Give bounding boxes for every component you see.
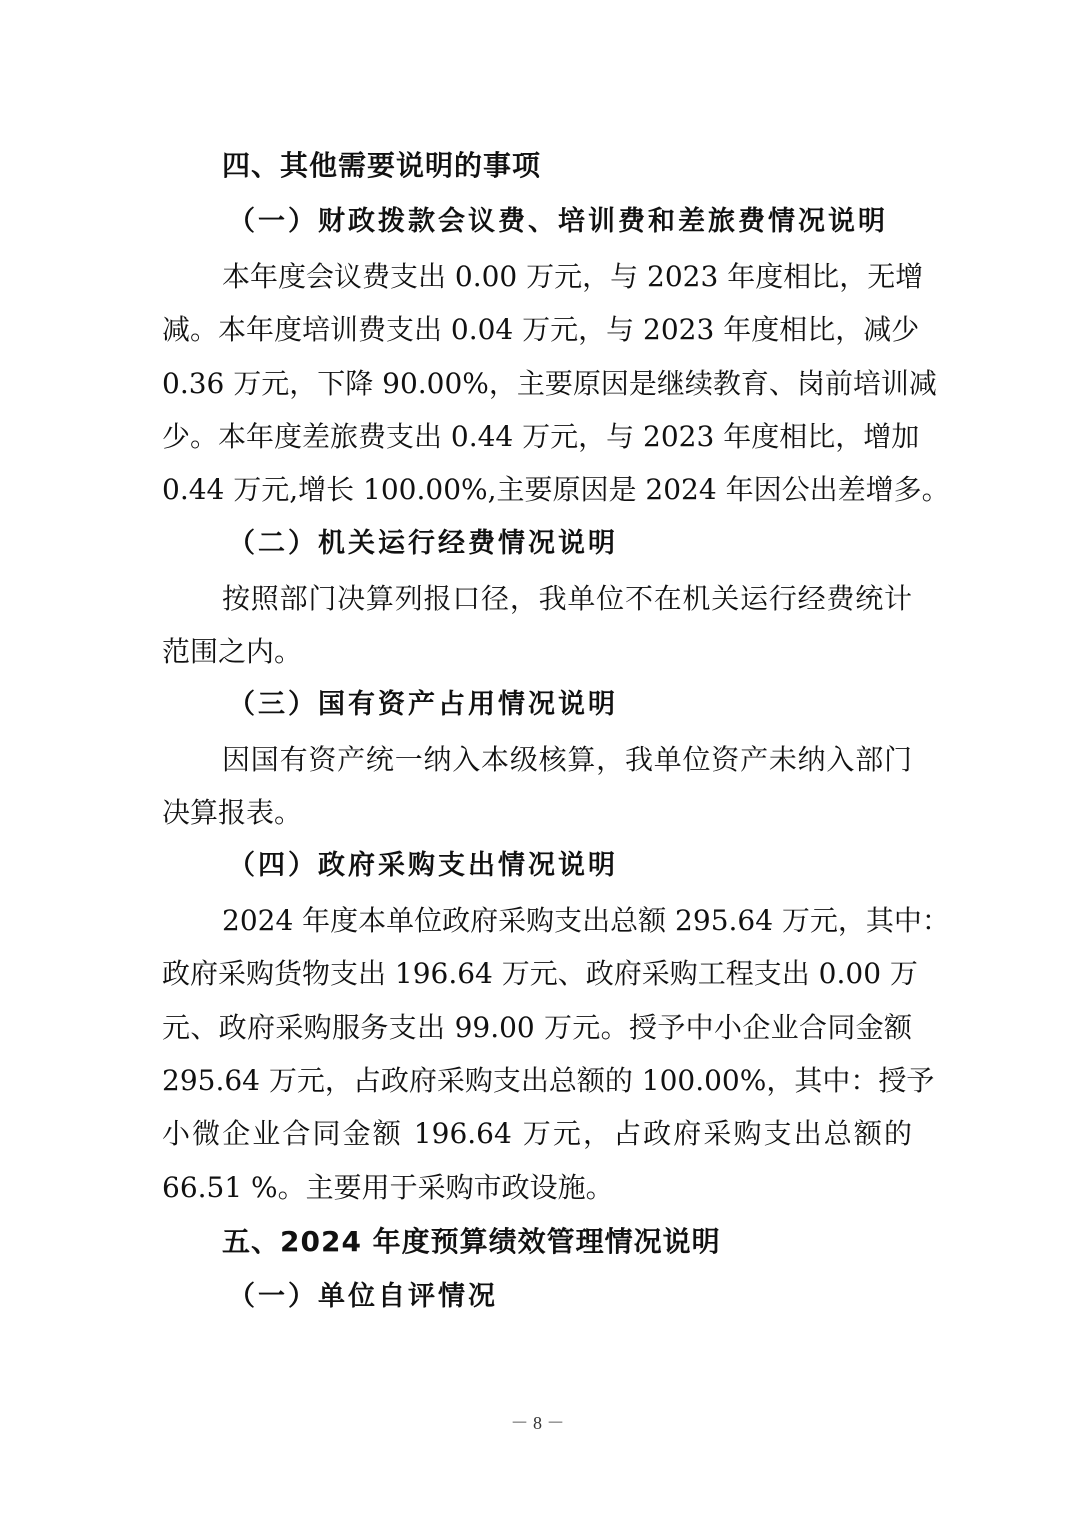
subsection-heading-4-2: （二）机关运行经费情况说明 bbox=[228, 528, 618, 559]
paragraph-line: 小微企业合同金额 196.64 万元，占政府采购支出总额的 bbox=[162, 1117, 912, 1150]
subsection-heading-5-1: （一）单位自评情况 bbox=[228, 1281, 498, 1312]
paragraph-line: 减。本年度培训费支出 0.04 万元，与 2023 年度相比，减少 bbox=[162, 313, 920, 346]
paragraph-line: 因国有资产统一纳入本级核算，我单位资产未纳入部门 bbox=[222, 743, 912, 776]
section-heading-5: 五、2024 年度预算绩效管理情况说明 bbox=[222, 1225, 721, 1258]
section-heading-4: 四、其他需要说明的事项 bbox=[222, 149, 542, 182]
paragraph-line: 2024 年度本单位政府采购支出总额 295.64 万元，其中： bbox=[222, 904, 950, 937]
paragraph-line: 决算报表。 bbox=[162, 796, 303, 829]
paragraph-line: 295.64 万元，占政府采购支出总额的 100.00%，其中：授予 bbox=[162, 1064, 935, 1097]
paragraph-line: 0.36 万元，下降 90.00%，主要原因是继续教育、岗前培训减 bbox=[162, 367, 937, 400]
paragraph-line: 0.44 万元,增长 100.00%,主要原因是 2024 年因公出差增多。 bbox=[162, 473, 950, 506]
subsection-heading-4-3: （三）国有资产占用情况说明 bbox=[228, 689, 618, 720]
paragraph-line: 范围之内。 bbox=[162, 635, 303, 668]
paragraph-line: 66.51 %。主要用于采购市政设施。 bbox=[162, 1171, 614, 1204]
subsection-heading-4-4: （四）政府采购支出情况说明 bbox=[228, 850, 618, 881]
paragraph-line: 政府采购货物支出 196.64 万元、政府采购工程支出 0.00 万 bbox=[162, 957, 918, 990]
page-number: － 8 － bbox=[510, 1413, 565, 1433]
paragraph-line: 本年度会议费支出 0.00 万元，与 2023 年度相比，无增 bbox=[222, 260, 924, 293]
paragraph-line: 少。本年度差旅费支出 0.44 万元，与 2023 年度相比，增加 bbox=[162, 420, 920, 453]
paragraph-line: 按照部门决算列报口径，我单位不在机关运行经费统计 bbox=[222, 582, 912, 615]
subsection-heading-4-1: （一）财政拨款会议费、培训费和差旅费情况说明 bbox=[228, 206, 888, 237]
paragraph-line: 元、政府采购服务支出 99.00 万元。授予中小企业合同金额 bbox=[162, 1011, 912, 1044]
